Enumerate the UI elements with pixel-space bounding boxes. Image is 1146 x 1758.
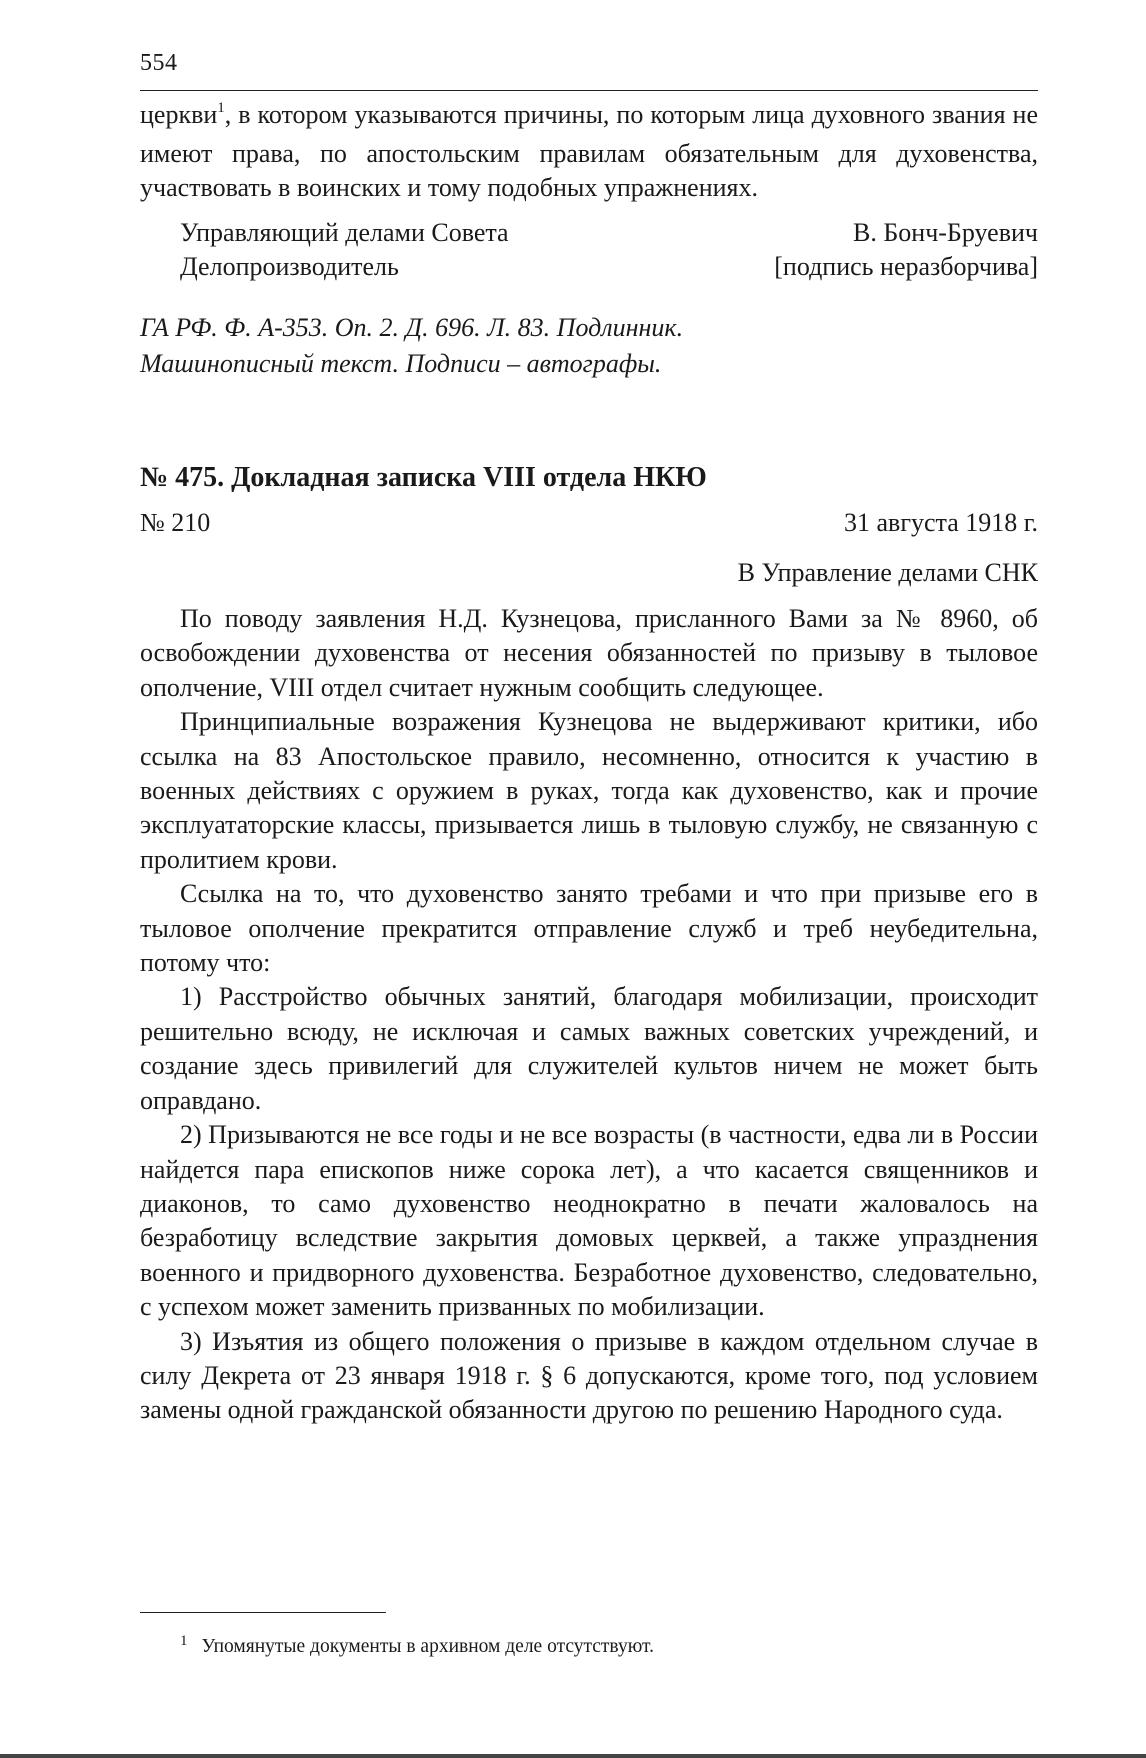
- archive-reference-line-2: Машинописный текст. Подписи – автографы.: [140, 349, 662, 378]
- body-paragraph: Принципиальные возражения Кузнецова не выдерживают критики, ибо ссылка на 83 Апостольское правило, несомненно, относится к участию в военных действиях с оружием в руках, тогда как духовенство, как и прочие эксплуататорские классы, призывается лишь в тыловую службу, не связанную с пролитием крови.: [140, 707, 1038, 874]
- document-heading: № 475. Докладная записка VIII отдела НКЮ: [140, 462, 707, 493]
- body-paragraph: Ссылка на то, что духовенство занято требами и что при призыве его в тыловое ополчение прекратится отправление служб и треб неубедительна, потому что:: [140, 879, 1038, 978]
- signatory-position: Управляющий делами Совета: [180, 218, 509, 247]
- header-rule: [140, 90, 1038, 91]
- footnote-reference: 1: [217, 100, 225, 116]
- footnote-text: Упомянутые документы в архивном деле отсутствуют.: [201, 1636, 654, 1657]
- scan-bottom-edge: [0, 1754, 1146, 1758]
- document-date: 31 августа 1918 г.: [844, 508, 1038, 537]
- body-paragraph: 3) Изъятия из общего положения о призыве в каждом отдельном случае в силу Декрета от 23 января 1918 г. § 6 допускаются, кроме того, под условием замены одной гражданской обязанности другою по решению Народного суда.: [140, 1326, 1038, 1425]
- footnote: [180, 1634, 654, 1661]
- archive-reference: [140, 310, 683, 382]
- page-number: 554: [140, 50, 178, 76]
- footnote-mark: 1: [180, 1633, 188, 1649]
- body-paragraph: 1) Расстройство обычных занятий, благодаря мобилизации, происходит решительно всюду, не исключая и самых важных советских учреждений, и создание здесь привилегий для служителей культов ничем не может быть оправдано.: [140, 982, 1038, 1115]
- body-paragraph: По поводу заявления Н.Д. Кузнецова, присланного Вами за № 8960, об освобождении духовенства от несения обязанностей по призыву в тыловое ополчение, VIII отдел считает нужным сообщить следующее.: [140, 604, 1038, 702]
- footnote-rule: [140, 1612, 386, 1613]
- continued-paragraph-start: церкви: [140, 100, 218, 129]
- document-addressee: В Управление делами СНК: [737, 558, 1038, 587]
- document-reg-number: № 210: [140, 508, 211, 537]
- signature-row-1: [180, 216, 1038, 250]
- document-meta: [140, 506, 1038, 540]
- archive-reference-line-1: ГА РФ. Ф. А-353. Оп. 2. Д. 696. Л. 83. Подлинник.: [140, 313, 684, 342]
- continued-paragraph-rest: , в котором указываются причины, по которым лица духовного звания не имеют права, по апостольским правилам обязательным для духовенства, участвовать в воинских и тому подобных упражнениях.: [140, 100, 1038, 203]
- body-paragraph: 2) Призываются не все годы и не все возрасты (в частности, едва ли в России найдется пара епископов ниже сорока лет), а что касается священников и диаконов, то само духовенство неоднократно в печати жаловалось на безработицу вследствие закрытия домовых церквей, а также упразднения военного и придворного духовенства. Безработное духовенство, следовательно, с успехом может заменить призванных по мобилизации.: [140, 1120, 1038, 1322]
- signatory-name: В. Бонч-Бруевич: [853, 218, 1038, 247]
- signature-row-2: [180, 250, 1038, 284]
- document-body: [140, 602, 1038, 1428]
- signatory-position: Делопроизводитель: [180, 252, 399, 281]
- signatory-name: [подпись неразборчива]: [774, 252, 1038, 281]
- continued-paragraph: [140, 98, 1038, 206]
